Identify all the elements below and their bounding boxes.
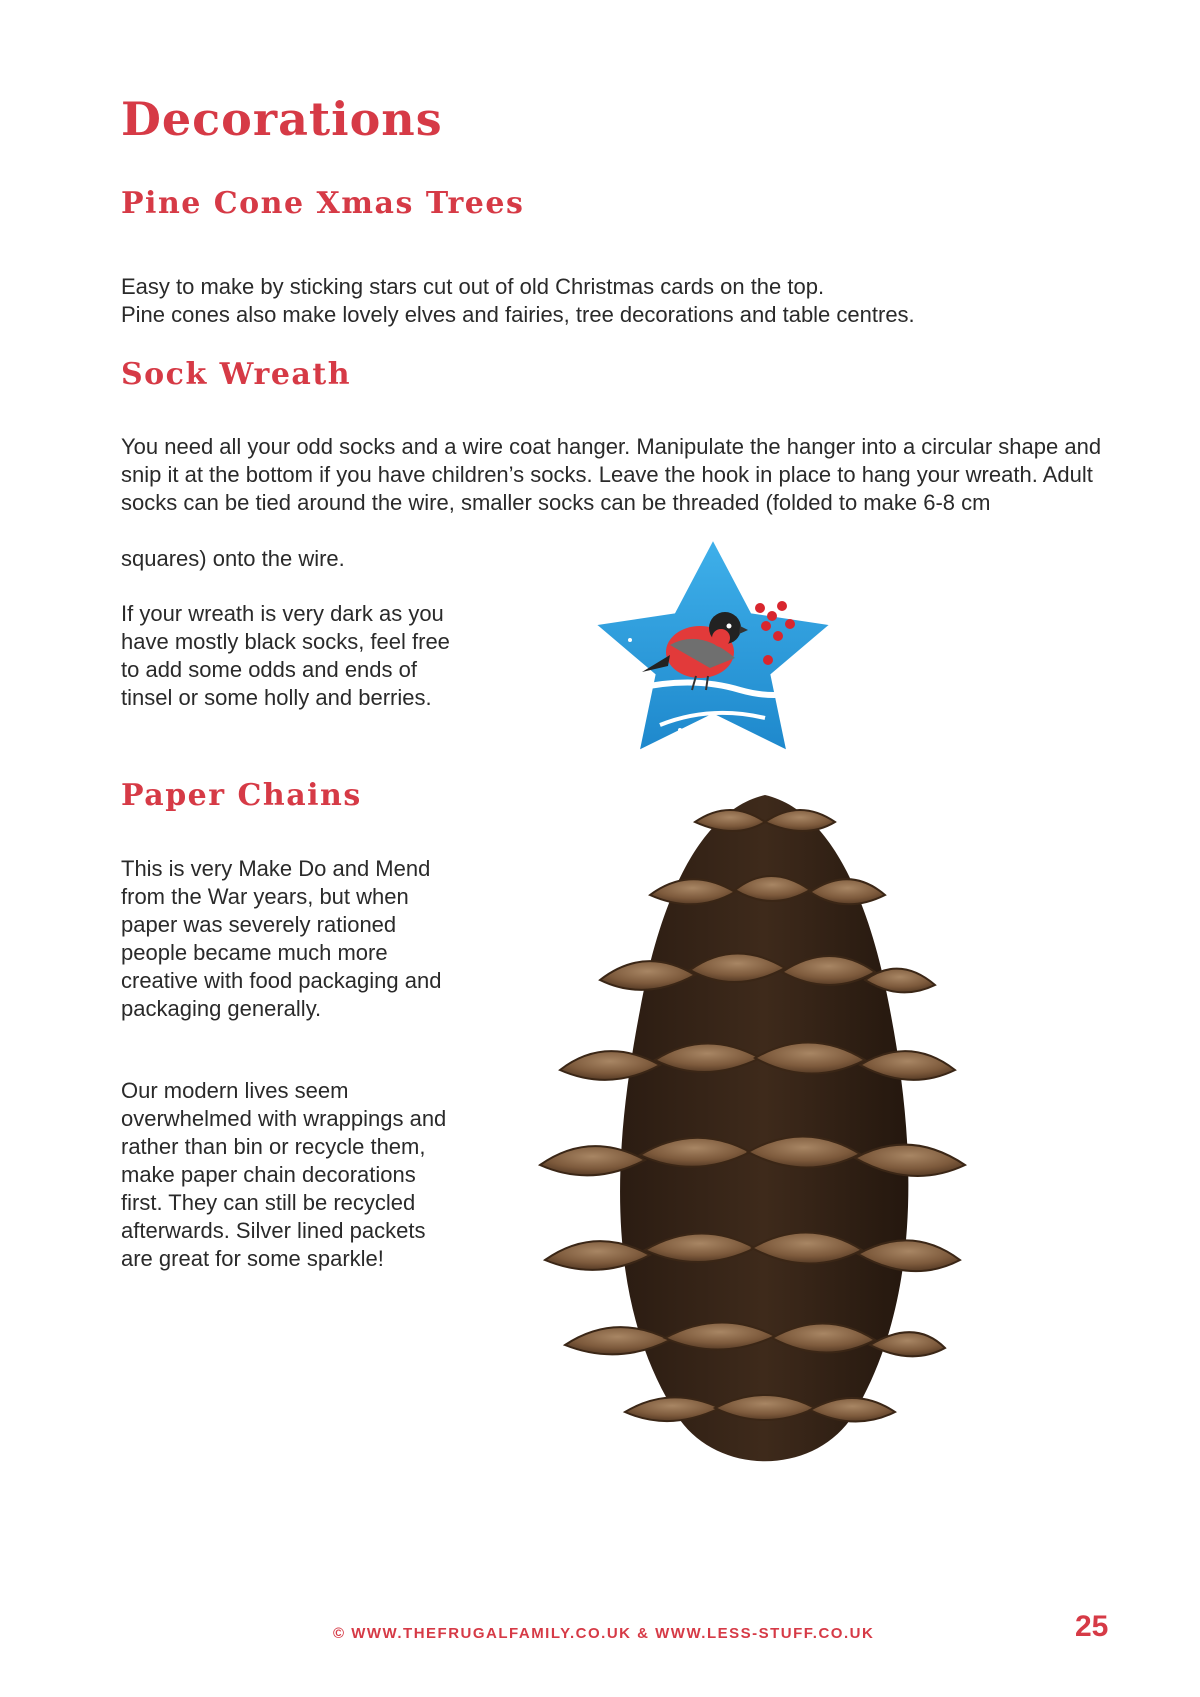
paper-chains-paragraph-1: This is very Make Do and Mend from the War years, but when paper was severely rationed people became much more creative with food packaging and packaging generally. [121, 856, 442, 1021]
paper-chains-paragraph-2: Our modern lives seem overwhelmed with wrappings and rather than bin or recycle them, make paper chain decorations first. They can still be recycled afterwards. Silver lined packets are great for some sparkle! [121, 1078, 447, 1271]
sock-wreath-paragraph-1: You need all your odd socks and a wire coat hanger. Manipulate the hanger into a circular shape and snip it at the bottom if you have children’s socks. Leave the hook in place to hang your wreath. Adult socks can be tied around the wire, smaller socks can be threaded (folded to make 6-8 cm [121, 434, 1102, 515]
pine-cone-text-line-2: Pine cones also make lovely elves and fairies, tree decorations and table centres. [121, 302, 915, 327]
heading-pine-cone-xmas-trees: Pine Cone Xmas Trees [121, 186, 525, 221]
page-title: Decorations [121, 92, 443, 146]
heading-paper-chains: Paper Chains [121, 778, 362, 813]
pine-cone-text-line-1: Easy to make by sticking stars cut out of old Christmas cards on the top. [121, 274, 825, 299]
sock-wreath-paragraph-2: If your wreath is very dark as you have mostly black socks, feel free to add some odds and ends of tinsel or some holly and berries. [121, 601, 450, 710]
star-topper-image [594, 540, 832, 752]
page-number: 25 [1075, 1610, 1109, 1643]
footer-copyright: © WWW.THEFRUGALFAMILY.CO.UK & WWW.LESS-STUFF.CO.UK [333, 1625, 875, 1642]
pine-cone-tree-illustration [520, 540, 1010, 1520]
sock-wreath-paragraph-1-end: squares) onto the wire. [121, 546, 345, 571]
heading-sock-wreath: Sock Wreath [121, 357, 352, 392]
pine-cone-image [540, 795, 965, 1461]
